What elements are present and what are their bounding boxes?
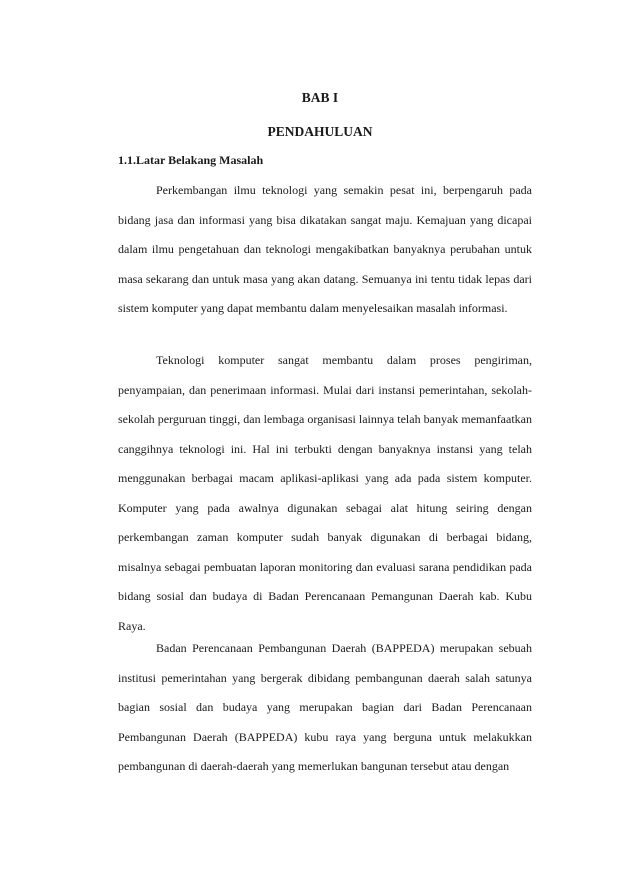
paragraph-3: Badan Perencanaan Pembangunan Daerah (BAPPEDA) merupakan sebuah institusi pemerintahan yang bergerak dibidang pembangunan daerah salah satunya bagian sosial dan budaya yang merupakan bagian dari Badan Perencanaan Pembangunan Daerah (BAPPEDA) kubu raya yang berguna untuk melakukkan pembangunan di daerah-daerah yang memerlukan bangunan tersebut atau dengan [118,641,532,773]
paragraph-1: Perkembangan ilmu teknologi yang semakin pesat ini, berpengaruh pada bidang jasa dan informasi yang bisa dikatakan sangat maju. Kemajuan yang dicapai dalam ilmu pengetahuan dan teknologi mengakibatkan banyaknya perubahan untuk masa sekarang dan untuk masa yang akan datang. Semuanya ini tentu tidak lepas dari sistem komputer yang dapat membantu dalam menyelesaikan masalah informasi. [118,183,532,315]
chapter-title: PENDAHULUAN [267,124,373,139]
section-heading: 1.1.Latar Belakang Masalah [118,153,264,167]
paragraph-2: Teknologi komputer sangat membantu dalam proses pengiriman, penyampaian, dan penerimaan informasi. Mulai dari instansi pemerintahan, sekolah-sekolah perguruan tinggi, dan lembaga organisasi lainnya telah banyak memanfaatkan canggihnya teknologi ini. Hal ini terbukti dengan banyaknya instansi yang telah menggunakan berbagai macam aplikasi-aplikasi yang ada pada sistem komputer. Komputer yang pada awalnya digunakan sebagai alat hitung seiring dengan perkembangan zaman komputer sudah banyak digunakan di berbagai bidang, misalnya sebagai pembuatan laporan monitoring dan evaluasi sarana pendidikan pada bidang sosial dan budaya di Badan Perencanaan Pemangunan Daerah kab. Kubu Raya. [118,353,532,633]
chapter-number: BAB I [301,90,339,105]
